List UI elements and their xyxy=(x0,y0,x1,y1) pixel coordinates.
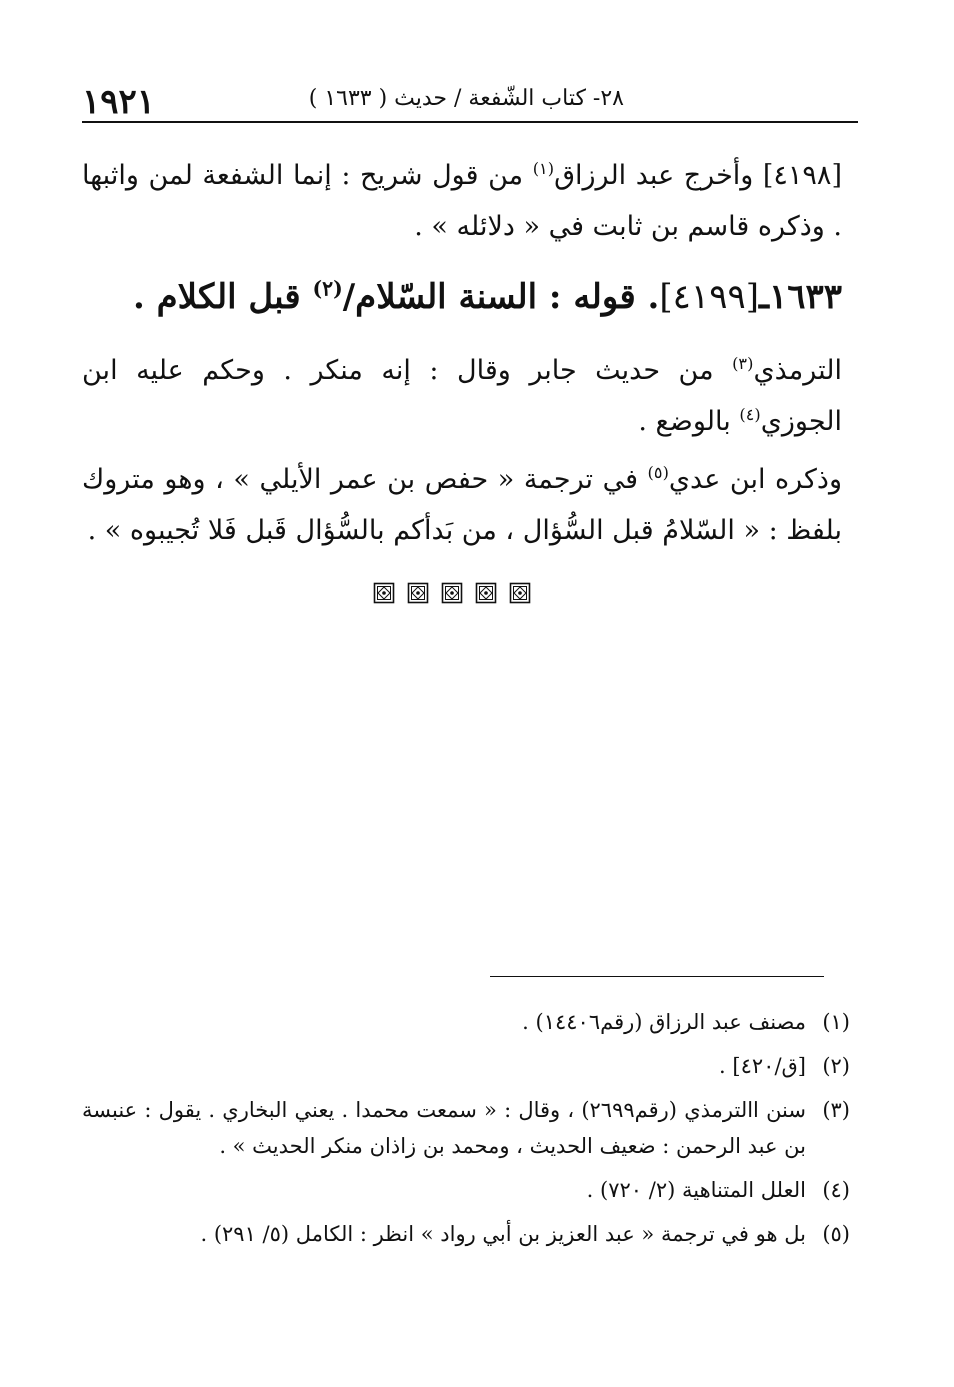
text: وأخرج عبد الرزاق xyxy=(554,160,763,191)
paragraph-ibn-adi xyxy=(82,454,842,557)
footnote-marker: (٢) xyxy=(312,276,343,301)
footnote-text: العلل المتناهية (٢/ ٧٢٠) . xyxy=(586,1178,806,1202)
hadith-heading xyxy=(82,265,842,330)
text: وذكره ابن عدي xyxy=(668,463,842,495)
footnote-text: [ق/٤٢٠] . xyxy=(719,1053,806,1078)
footnote-divider xyxy=(490,976,824,977)
text: من حديث جابر وقال : إنه منكر . وحكم عليه ابن الجوزي xyxy=(82,355,842,438)
footnote-marker: (٣) xyxy=(732,354,754,374)
footnote-item xyxy=(82,1048,850,1085)
page-number: ١٩٢١ xyxy=(82,82,156,122)
paragraph-4198 xyxy=(82,150,842,253)
ornament-icon xyxy=(475,582,497,604)
footnote-number: (١) xyxy=(822,1010,850,1034)
text: بالوضع . xyxy=(638,406,740,438)
hadith-number: ١٦٣٣ـ xyxy=(758,276,842,317)
paragraph-tirmidhi xyxy=(82,345,842,448)
footnote-item xyxy=(82,1216,850,1253)
text: الترمذي xyxy=(753,355,842,387)
ornament-icon xyxy=(373,582,395,604)
ornament-icon xyxy=(441,582,463,604)
footnote-marker: (٤) xyxy=(739,405,761,425)
ornament-icon xyxy=(509,582,531,604)
text: في ترجمة « حفص بن عمر الأيلي » ، وهو متروك بلفظ : « السّلامُ قبل السُّؤال ، من بَدأكم بالسُّؤال قَبل فَلا تُجيبوه » . xyxy=(82,463,842,547)
ornament-icon xyxy=(407,582,429,604)
main-text xyxy=(82,150,842,618)
heading-text: . قوله : السنة السّلام/ xyxy=(342,276,660,317)
footnote-number: (٤) xyxy=(822,1178,850,1202)
text: من قول شريح : إنما الشفعة لمن واثبها . وذكره قاسم بن ثابت في « دلائله » . xyxy=(82,160,842,243)
footnote-number: (٣) xyxy=(822,1097,850,1122)
footnote-number: (٥) xyxy=(822,1221,850,1246)
footnote-item xyxy=(82,1092,850,1166)
reference-number: [٤١٩٨] xyxy=(762,160,842,191)
footnote-item xyxy=(82,1172,850,1209)
running-head: ٢٨- كتاب الشّفعة / حديث ( ١٦٣٣ ) xyxy=(308,86,624,111)
footnote-marker: (١) xyxy=(532,159,555,178)
footnote-item xyxy=(82,1004,850,1041)
footnote-text: مصنف عبد الرزاق (رقم١٤٤٠٦) . xyxy=(522,1010,806,1034)
header-divider xyxy=(82,121,858,123)
heading-text: قبل الكلام . xyxy=(132,276,313,317)
footnote-text: بل هو في ترجمة « عبد العزيز بن أبي رواد » انظر : الكامل (٥/ ٢٩١) . xyxy=(200,1221,806,1246)
section-ornaments xyxy=(82,566,842,617)
footnote-text: سنن االترمذي (رقم٢٦٩٩) ، وقال : « سمعت محمدا . يعني البخاري . يقول : عنبسة بن عبد الرحمن : ضعيف الحديث ، ومحمد بن زاذان منكر الحديث » . xyxy=(82,1097,806,1159)
reference-number: [٤١٩٩] xyxy=(659,276,759,317)
footnote-marker: (٥) xyxy=(647,462,669,482)
footnotes xyxy=(82,1004,850,1260)
footnote-number: (٢) xyxy=(822,1053,850,1078)
